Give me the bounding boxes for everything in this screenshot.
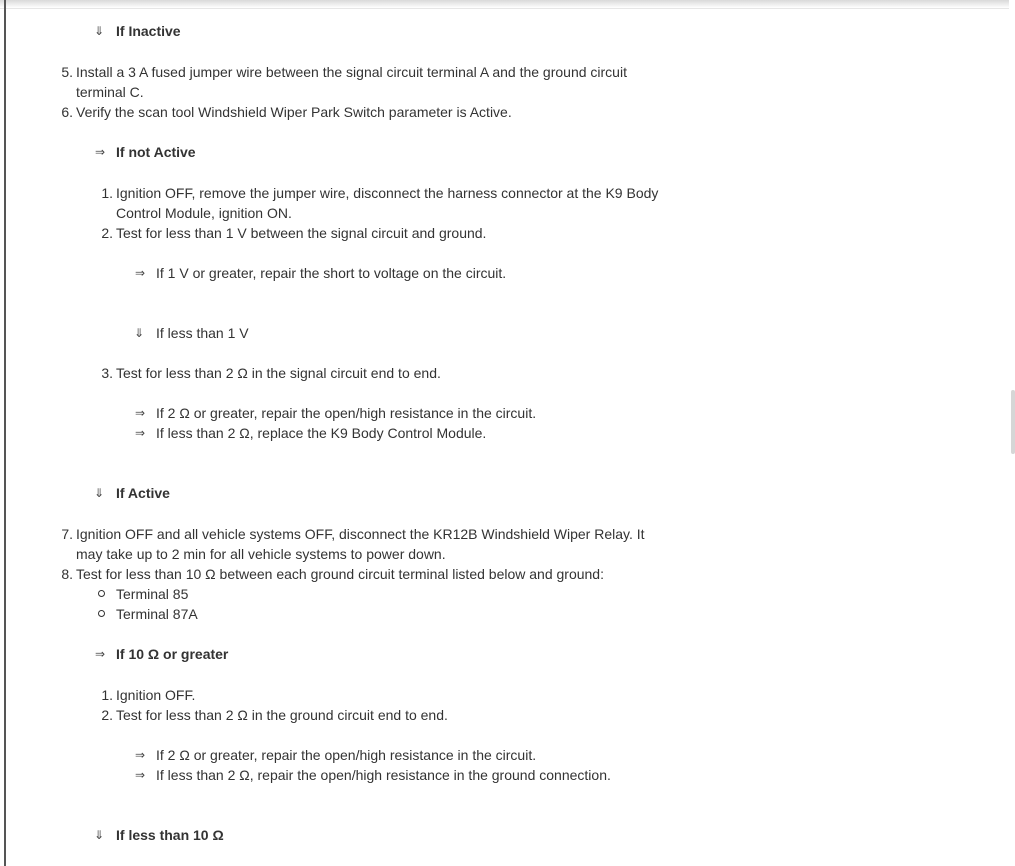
- result-text: If 2 Ω or greater, repair the open/high resistance in the circuit.: [156, 405, 537, 421]
- result-heading-if-less-than-10: If less than 10 Ω: [116, 827, 224, 843]
- down-arrow-icon: ⇓: [93, 828, 105, 842]
- step-number: 7.: [61, 526, 73, 542]
- result-heading-if-10-or-greater: If 10 Ω or greater: [116, 646, 229, 662]
- right-arrow-icon: ⇒: [94, 145, 106, 159]
- down-arrow-icon: ⇓: [93, 486, 105, 500]
- step-5-text-cont: terminal C.: [76, 84, 144, 100]
- substep-number: 3.: [101, 365, 113, 381]
- result-text: If less than 2 Ω, replace the K9 Body Control Module.: [156, 425, 487, 441]
- result-heading-if-not-active: If not Active: [116, 144, 196, 160]
- list-item: Terminal 85: [116, 586, 189, 602]
- result-text: If 2 Ω or greater, repair the open/high resistance in the circuit.: [156, 747, 537, 763]
- scrollbar-thumb[interactable]: [1011, 390, 1015, 454]
- substep-text: Test for less than 1 V between the signal circuit and ground.: [116, 225, 487, 241]
- right-arrow-icon: ⇒: [134, 768, 146, 782]
- list-bullet: [98, 610, 105, 617]
- list-bullet: [98, 590, 105, 597]
- list-item: Terminal 87A: [116, 606, 198, 622]
- right-arrow-icon: ⇒: [134, 266, 146, 280]
- substep-text: Ignition OFF, remove the jumper wire, disconnect the harness connector at the K9 Body: [116, 185, 659, 201]
- step-7-text: Ignition OFF and all vehicle systems OFF, disconnect the KR12B Windshield Wiper Relay. It: [76, 526, 645, 542]
- substep-number: 2.: [101, 225, 113, 241]
- substep-text: Ignition OFF.: [116, 687, 196, 703]
- result-heading-if-active: If Active: [116, 485, 170, 501]
- step-number: 8.: [61, 566, 73, 582]
- substep-text: Test for less than 2 Ω in the ground circuit end to end.: [116, 707, 448, 723]
- step-6-text: Verify the scan tool Windshield Wiper Park Switch parameter is Active.: [76, 104, 512, 120]
- right-arrow-icon: ⇒: [94, 647, 106, 661]
- down-arrow-icon: ⇓: [93, 24, 105, 38]
- right-arrow-icon: ⇒: [134, 748, 146, 762]
- step-number: 6.: [61, 104, 73, 120]
- step-number: 5.: [61, 64, 73, 80]
- step-5-text: Install a 3 A fused jumper wire between the signal circuit terminal A and the ground circuit: [76, 64, 627, 80]
- substep-text-cont: Control Module, ignition ON.: [116, 205, 292, 221]
- substep-text: Test for less than 2 Ω in the signal circuit end to end.: [116, 365, 441, 381]
- right-arrow-icon: ⇒: [134, 426, 146, 440]
- substep-number: 1.: [101, 185, 113, 201]
- result-heading-if-inactive: If Inactive: [116, 23, 181, 39]
- substep-number: 2.: [101, 707, 113, 723]
- right-arrow-icon: ⇒: [134, 406, 146, 420]
- down-arrow-icon: ⇓: [133, 326, 145, 340]
- step-8-text: Test for less than 10 Ω between each ground circuit terminal listed below and ground:: [76, 566, 604, 582]
- substep-number: 1.: [101, 687, 113, 703]
- step-7-text-cont: may take up to 2 min for all vehicle systems to power down.: [76, 546, 446, 562]
- result-text: If less than 1 V: [156, 325, 249, 341]
- result-text: If less than 2 Ω, repair the open/high resistance in the ground connection.: [156, 767, 611, 783]
- result-text: If 1 V or greater, repair the short to voltage on the circuit.: [156, 265, 507, 281]
